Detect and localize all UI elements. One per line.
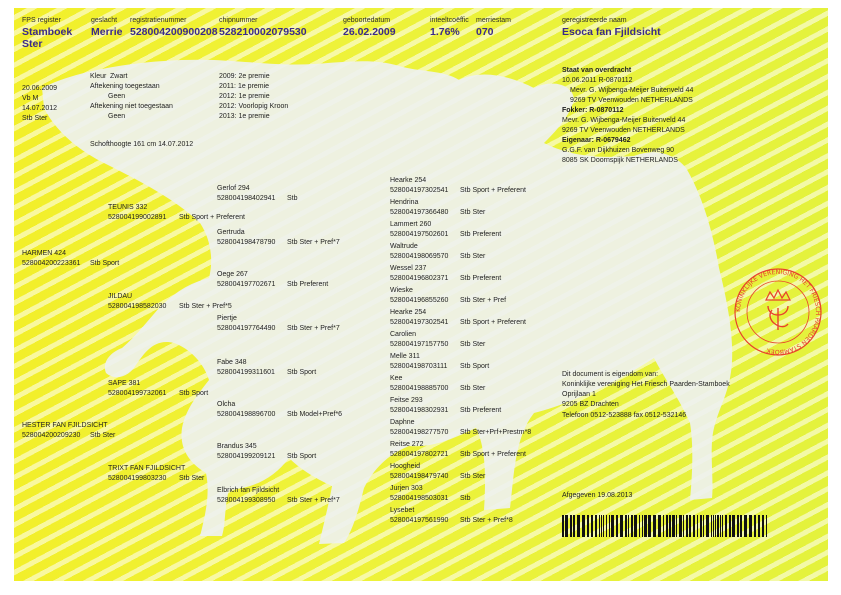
ancestor-predicate: Stb Preferent xyxy=(287,281,329,288)
ancestor-name: Hoogheid xyxy=(390,463,420,470)
ancestor-predicate: Stb Sport xyxy=(90,260,120,267)
fps-register-value-1: Stamboek xyxy=(22,26,73,38)
barcode-bar xyxy=(611,515,614,537)
barcode-bar xyxy=(653,515,656,537)
ancestor-name: Waltrude xyxy=(390,243,418,250)
pedigree-certificate xyxy=(14,8,828,581)
ancestor-predicate: Stb Ster + Pref*8 xyxy=(460,517,513,524)
ancestor-id: 528004199209121 xyxy=(217,453,276,460)
ancestor-id: 528004198896700 xyxy=(217,411,276,418)
color-value: Zwart xyxy=(110,73,128,80)
ancestor-predicate: Stb xyxy=(287,195,298,202)
barcode-bar xyxy=(631,515,633,537)
ancestor-predicate: Stb Model+Pref*6 xyxy=(287,411,343,418)
ancestor-id: 528004197302541 xyxy=(390,319,449,326)
barcode-bar xyxy=(732,515,735,537)
barcode-bar xyxy=(628,515,629,537)
ancestor-predicate: Stb Ster + Pref*7 xyxy=(287,497,340,504)
registration-number-label: registratienummer xyxy=(130,17,187,24)
barcode-bar xyxy=(634,515,637,537)
ancestor-name: Kee xyxy=(390,375,403,382)
color-label: Kleur xyxy=(90,73,107,80)
ancestor-name: Lysebet xyxy=(390,507,415,514)
premie-4: 2012: Voorlopig Kroon xyxy=(219,103,289,110)
ancestor-predicate: Stb Preferent xyxy=(460,275,502,282)
property-line-5: Telefoon 0512-523888 fax 0512-532146 xyxy=(562,412,687,419)
ancestor-predicate: Stb Ster xyxy=(460,253,486,260)
mare-line-value: 070 xyxy=(476,26,494,38)
note-date-1: 20.06.2009 xyxy=(22,85,58,92)
barcode-bar xyxy=(577,515,580,537)
ancestor-id: 528004198503031 xyxy=(390,495,449,502)
barcode-bar xyxy=(725,515,727,537)
ancestor-id: 528004198277570 xyxy=(390,429,449,436)
ancestor-id: 528004198885700 xyxy=(390,385,449,392)
ancestor-id: 528004196855260 xyxy=(390,297,449,304)
ancestor-id: 528004198302931 xyxy=(390,407,449,414)
ancestor-name: Daphne xyxy=(390,419,415,426)
barcode-bar xyxy=(620,515,623,537)
mare-line-label: merriestam xyxy=(476,17,512,24)
ancestor-name: Piertje xyxy=(217,315,237,322)
ancestor-id: 528004197157750 xyxy=(390,341,449,348)
ancestor-id: 528004198402941 xyxy=(217,195,276,202)
barcode-bar xyxy=(562,515,564,537)
barcode-bar xyxy=(565,515,568,537)
ownership-line: Mevr. G. Wijbenga-Meijer Buitenveld 44 xyxy=(562,117,686,124)
ownership-line: G.G.F. van Dijkhuizen Bovenweg 90 xyxy=(562,147,675,154)
property-line-3: Oprijlaan 1 xyxy=(562,391,596,398)
barcode-bar xyxy=(601,515,602,537)
barcode-bar xyxy=(672,515,675,537)
ancestor-name: Olcha xyxy=(217,401,236,408)
chip-number-value: 528210002079530 xyxy=(219,26,307,38)
barcode-bar xyxy=(666,515,668,537)
barcode-bar xyxy=(591,515,593,537)
ancestor-predicate: Stb xyxy=(460,495,471,502)
barcode-bar xyxy=(700,515,702,537)
ownership-line: 9269 TV Veenwouden NETHERLANDS xyxy=(570,97,693,104)
ancestor-id: 528004198069570 xyxy=(390,253,449,260)
ancestor-predicate: Stb Sport + Preferent xyxy=(460,187,526,194)
fps-register-label: FPS register xyxy=(22,17,61,24)
ancestor-name: Carolien xyxy=(390,331,417,338)
ancestor-predicate: Stb Ster + Pref*5 xyxy=(179,303,232,310)
issued-date: Afgegeven 19.08.2013 xyxy=(562,492,633,499)
ancestor-predicate: Stb Preferent xyxy=(460,407,502,414)
note-predicate-2: Stb Ster xyxy=(22,115,48,122)
ancestor-predicate: Stb Ster xyxy=(179,475,205,482)
ancestor-id: 528004197502601 xyxy=(390,231,449,238)
ownership-line: 8085 SK Doornspijk NETHERLANDS xyxy=(562,157,678,164)
property-line-1: Dit document is eigendom van: xyxy=(562,371,659,378)
registered-name-label: geregistreerde naam xyxy=(562,17,627,24)
ownership-title: Staat van overdracht xyxy=(562,67,632,74)
seal-text: KONINKLIJKE VERENIGING HET FRIESCH PAARDEN STAMBOEK xyxy=(734,268,822,356)
registered-name-value: Esoca fan Fjildsicht xyxy=(562,26,661,38)
ancestor-id: 528004198703111 xyxy=(390,363,448,370)
ancestor-name: Oege 267 xyxy=(217,271,248,278)
stamboek-seal-icon xyxy=(732,266,824,358)
barcode-bar xyxy=(754,515,756,537)
sex-value: Merrie xyxy=(91,26,123,38)
barcode-bar xyxy=(737,515,739,537)
inbreeding-label: inteeltcoëffic xyxy=(430,17,469,24)
ancestor-name: Hearke 254 xyxy=(390,309,427,316)
ancestor-name: Fabe 348 xyxy=(217,359,247,366)
ancestor-predicate: Stb Sport xyxy=(179,390,209,397)
ancestor-predicate: Stb Ster + Pref xyxy=(460,297,507,304)
barcode-bar xyxy=(703,515,704,537)
barcode-bar xyxy=(663,515,664,537)
birth-date-value: 26.02.2009 xyxy=(343,26,396,38)
inbreeding-value: 1.76% xyxy=(430,26,460,38)
ancestor-name: JILDAU xyxy=(108,293,133,300)
ancestor-id: 528004199803230 xyxy=(108,475,167,482)
markings-allowed-label: Aftekening toegestaan xyxy=(90,83,160,90)
ownership-line: Eigenaar: R-0679462 xyxy=(562,137,631,144)
ancestor-name: Lammert 260 xyxy=(390,221,432,228)
barcode-bar xyxy=(715,515,716,537)
barcode-bar xyxy=(609,515,610,537)
ancestor-id: 528004197764490 xyxy=(217,325,276,332)
ancestor-name: Brandus 345 xyxy=(217,443,257,450)
ownership-line: Fokker: R-0870112 xyxy=(562,107,624,114)
ancestor-id: 528004197366480 xyxy=(390,209,449,216)
ancestor-predicate: Stb Preferent xyxy=(460,231,502,238)
chip-number-label: chipnummer xyxy=(219,17,258,24)
ancestor-predicate: Stb Ster + Pref*7 xyxy=(287,325,340,332)
ancestor-predicate: Stb Ster xyxy=(460,473,486,480)
barcode-bar xyxy=(676,515,677,537)
ancestor-name: Hendrina xyxy=(390,199,419,206)
premie-3: 2012: 1e premie xyxy=(219,93,270,100)
birth-date-label: geboortedatum xyxy=(343,17,391,24)
ancestor-name: SAPE 381 xyxy=(108,380,141,387)
barcode-bar xyxy=(744,515,747,537)
ancestor-predicate: Stb Sport + Preferent xyxy=(179,214,245,221)
barcode-bar xyxy=(706,515,709,537)
barcode-bar xyxy=(625,515,627,537)
markings-not-allowed-value: Geen xyxy=(108,113,126,120)
barcode-icon xyxy=(562,515,770,537)
barcode-bar xyxy=(717,515,719,537)
markings-not-allowed-label: Aftekening niet toegestaan xyxy=(90,103,173,110)
ancestor-predicate: Stb Ster xyxy=(460,209,486,216)
ancestor-id: 528004197302541 xyxy=(390,187,449,194)
sex-label: geslacht xyxy=(91,17,118,24)
barcode-bar xyxy=(758,515,760,537)
ancestor-name: Reitse 272 xyxy=(390,441,424,448)
barcode-bar xyxy=(595,515,597,537)
ancestor-name: Wieske xyxy=(390,287,413,294)
note-predicate-1: Vb M xyxy=(22,95,39,102)
ancestor-predicate: Stb Ster + Pref*7 xyxy=(287,239,340,246)
ancestor-name: HESTER FAN FJILDSICHT xyxy=(22,422,108,429)
ancestor-id: 528004197802721 xyxy=(390,451,449,458)
property-line-4: 9205 BZ Drachten xyxy=(562,401,619,408)
barcode-bar xyxy=(616,515,618,537)
barcode-bar xyxy=(606,515,607,537)
barcode-bar xyxy=(693,515,695,537)
ancestor-name: Gerlof 294 xyxy=(217,185,250,192)
ancestor-id: 528004198479740 xyxy=(390,473,449,480)
barcode-bar xyxy=(679,515,682,537)
barcode-bar xyxy=(686,515,688,537)
markings-allowed-value: Geen xyxy=(108,93,126,100)
barcode-bar xyxy=(722,515,723,537)
barcode-bar xyxy=(720,515,721,537)
ownership-line: 10.06.2011 R-0870112 xyxy=(562,77,633,84)
ownership-line: Mevr. G. Wijbenga-Meijer Buitenveld 44 xyxy=(570,87,694,94)
ancestor-name: Melle 311 xyxy=(390,353,420,360)
ancestor-id: 528004199002891 xyxy=(108,214,167,221)
premie-1: 2009: 2e premie xyxy=(219,73,270,80)
ancestor-name: Jurjen 303 xyxy=(390,485,423,492)
barcode-bar xyxy=(762,515,764,537)
barcode-bar xyxy=(697,515,698,537)
registration-number-value: 528004200900208 xyxy=(130,26,218,38)
barcode-bar xyxy=(570,515,572,537)
ancestor-predicate: Stb Ster xyxy=(460,341,486,348)
barcode-bar xyxy=(729,515,731,537)
ancestor-predicate: Stb Sport xyxy=(287,453,317,460)
barcode-bar xyxy=(713,515,714,537)
ancestor-id: 528004199311601 xyxy=(217,369,275,376)
property-line-2: Koninklijke vereniging Het Friesch Paarden-Stamboek xyxy=(562,381,730,388)
ancestor-name: TRIXT FAN FJILDSICHT xyxy=(108,465,186,472)
ancestor-name: Elbrich fan Fjildsicht xyxy=(217,487,280,494)
ancestor-id: 528004200223361 xyxy=(22,260,81,267)
ancestor-predicate: Stb Ster xyxy=(90,432,116,439)
ancestor-predicate: Stb Sport xyxy=(287,369,317,376)
barcode-bar xyxy=(648,515,651,537)
barcode-bar xyxy=(582,515,585,537)
ancestor-predicate: Stb Sport xyxy=(460,363,490,370)
barcode-bar xyxy=(683,515,684,537)
ancestor-predicate: Stb Ster xyxy=(460,385,486,392)
fps-register-value-2: Ster xyxy=(22,38,43,50)
barcode-bar xyxy=(599,515,600,537)
ancestor-id: 528004198478790 xyxy=(217,239,276,246)
note-date-2: 14.07.2012 xyxy=(22,105,58,112)
ownership-line: 9269 TV Veenwouden NETHERLANDS xyxy=(562,127,685,134)
barcode-bar xyxy=(642,515,643,537)
barcode-bar xyxy=(669,515,671,537)
ancestor-name: Gertruda xyxy=(217,229,245,236)
ancestor-name: TEUNIS 332 xyxy=(108,204,148,211)
ancestor-name: Hearke 254 xyxy=(390,177,427,184)
barcode-bar xyxy=(644,515,647,537)
ancestor-id: 528004200209230 xyxy=(22,432,81,439)
barcode-bar xyxy=(603,515,604,537)
barcode-bar xyxy=(749,515,752,537)
ancestor-id: 528004199308950 xyxy=(217,497,276,504)
barcode-bar xyxy=(740,515,742,537)
ancestor-predicate: Stb Ster+Prf+Prestm*8 xyxy=(460,429,532,436)
ancestor-name: Wessel 237 xyxy=(390,265,427,272)
ancestor-name: HARMEN 424 xyxy=(22,250,66,257)
barcode-bar xyxy=(587,515,589,537)
ancestor-id: 528004197561990 xyxy=(390,517,449,524)
premie-5: 2013: 1e premie xyxy=(219,113,270,120)
barcode-bar xyxy=(639,515,640,537)
ancestor-id: 528004197702671 xyxy=(217,281,276,288)
barcode-bar xyxy=(689,515,691,537)
barcode-bar xyxy=(711,515,712,537)
barcode-bar xyxy=(573,515,575,537)
ancestor-name: Feitse 293 xyxy=(390,397,423,404)
barcode-bar xyxy=(766,515,767,537)
ancestor-id: 528004199732061 xyxy=(108,390,167,397)
premie-2: 2011: 1e premie xyxy=(219,83,270,90)
ancestor-predicate: Stb Sport + Preferent xyxy=(460,319,526,326)
ancestor-id: 528004198582030 xyxy=(108,303,167,310)
withers-height: Schofthoogte 161 cm 14.07.2012 xyxy=(90,141,194,148)
barcode-bar xyxy=(658,515,661,537)
ancestor-id: 528004196802371 xyxy=(390,275,449,282)
ancestor-predicate: Stb Sport + Preferent xyxy=(460,451,526,458)
